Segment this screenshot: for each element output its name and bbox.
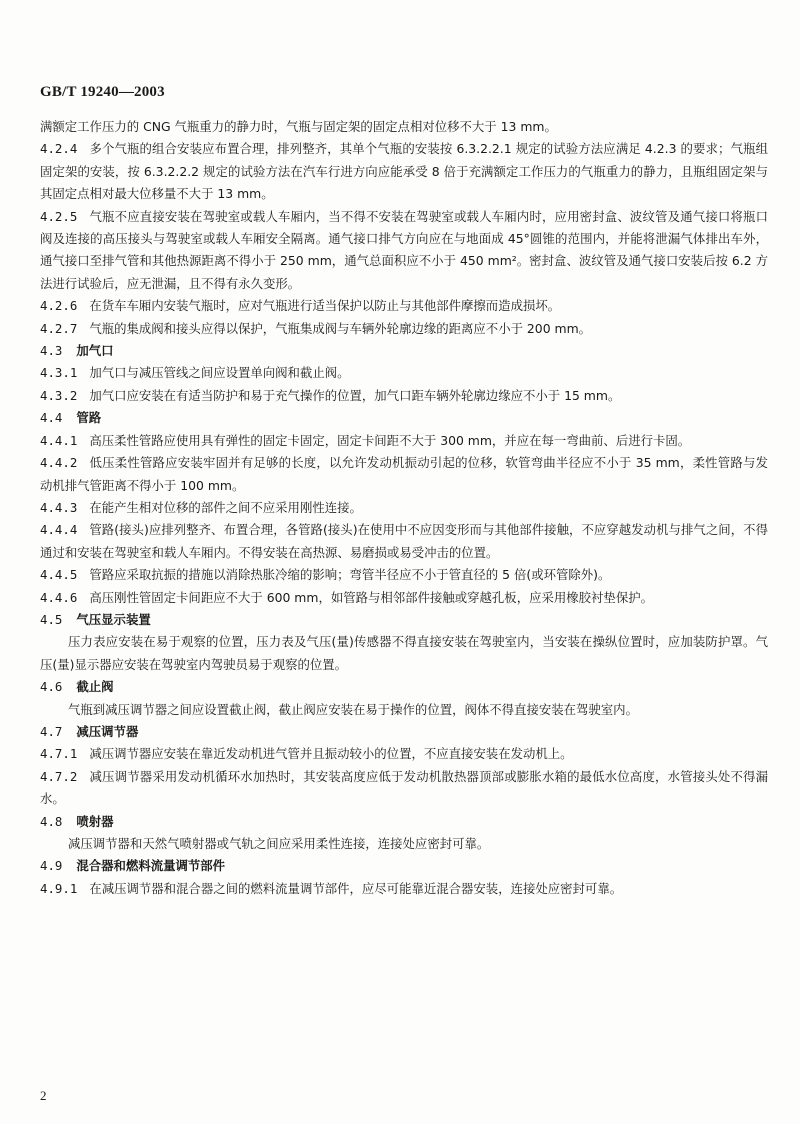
clause-number: 4.7 [40,723,63,739]
clause-paragraph [40,430,768,452]
section-heading [40,340,768,362]
clause-number: 4.6 [40,679,63,695]
clause-text: 高压柔性管路应使用具有弹性的固定卡固定，固定卡间距不大于 300 mm，并应在每一弯曲前、后进行卡固。 [89,432,691,448]
clause-text: 气瓶不应直接安装在驾驶室或载人车厢内，当不得不安装在驾驶室或载人车厢内时，应用密封盒、波纹管及通气接口将瓶口阀及连接的高压接头与驾驶室或载人车厢安全隔离。通气接口排气方向应在与地面成 45°圆锥的范围内，并能将泄漏气体排出车外，通气接口至排气管和其他热源距离不得小于 250 mm，通气总面积应不小于 450 mm²。密封盒、波纹管及通气接口安装后按 6.2 方法进行试验后，应无泄漏，且不得有永久变形。 [40,208,768,291]
page-number: 2 [40,1088,47,1103]
clause-text: 混合器和燃料流量调节部件 [76,858,226,874]
clause-number: 4.3 [40,343,63,359]
clause-text: 加气口应安装在有适当防护和易于充气操作的位置，加气口距车辆外轮廓边缘应不小于 15 mm。 [89,387,621,403]
continuation-text: 满额定工作压力的 CNG 气瓶重力的静力时，气瓶与固定架的固定点相对位移不大于 13 mm。 [40,119,557,134]
clause-number: 4.2.4 [40,141,78,157]
clause-text: 压力表应安装在易于观察的位置，压力表及气压(量)传感器不得直接安装在驾驶室内，当安装在操纵位置时，应加装防护罩。气压(量)显示器应安装在驾驶室内驾驶员易于观察的位置。 [40,634,768,672]
clause-text: 在减压调节器和混合器之间的燃料流量调节部件，应尽可能靠近混合器安装，连接处应密封可靠。 [89,880,623,896]
section-heading [40,609,768,631]
clause-paragraph [40,138,768,205]
clause-number: 4.2.7 [40,320,78,336]
clause-text: 减压调节器应安装在靠近发动机进气管并且振动较小的位置，不应直接安装在发动机上。 [89,746,573,762]
clause-text: 气瓶的集成阀和接头应得以保护，气瓶集成阀与车辆外轮廓边缘的距离应不小于 200 mm。 [89,320,592,336]
clause-number: 4.5 [40,611,63,627]
clause-number: 4.3.1 [40,365,78,381]
clause-text: 减压调节器和天然气喷射器或气轨之间应采用柔性连接，连接处应密封可靠。 [68,836,490,851]
clause-number: 4.2.5 [40,208,78,224]
clause-paragraph [40,295,768,317]
clause-number: 4.9 [40,858,63,874]
section-heading [40,721,768,743]
clause-number: 4.4.6 [40,589,78,605]
clause-number: 4.9.1 [40,880,78,896]
clause-text: 加气口 [76,343,114,359]
section-heading [40,811,768,833]
clause-paragraph [40,318,768,340]
section-heading [40,855,768,877]
clause-text: 减压调节器采用发动机循环水加热时，其安装高度应低于发动机散热器顶部或膨胀水箱的最低水位高度，水管接头处不得漏水。 [40,768,768,807]
clause-text: 气瓶到减压调节器之间应设置截止阀，截止阀应安装在易于操作的位置，阀体不得直接安装在驾驶室内。 [68,701,638,717]
clause-paragraph [40,743,768,765]
clause-text: 在能产生相对位移的部件之间不应采用刚性连接。 [89,499,362,515]
clause-number: 4.3.2 [40,387,78,403]
clause-paragraph [40,452,768,497]
clause-text: 喷射器 [76,813,114,829]
clause-paragraph [40,564,768,586]
document-body [40,116,768,900]
clause-text: 加气口与减压管线之间应设置单向阀和截止阀。 [89,365,350,381]
clause-number: 4.4.3 [40,499,78,515]
clause-text: 减压调节器 [76,723,139,739]
clause-number: 4.4.2 [40,455,78,471]
clause-paragraph [40,385,768,407]
clause-text: 气压显示装置 [76,611,151,627]
clause-text: 截止阀 [76,679,114,695]
clause-paragraph [40,878,768,900]
clause-number: 4.4.1 [40,432,78,448]
clause-number: 4.8 [40,813,63,829]
section-heading [40,407,768,429]
clause-paragraph [40,362,768,384]
clause-number: 4.4 [40,410,63,426]
clause-text: 管路(接头)应排列整齐、布置合理，各管路(接头)在使用中不应因变形而与其他部件接触，不应穿越发动机与排气之间，不得通过和安装在驾驶室和载人车厢内。不得安装在高热源、易磨损或易受冲击的位置。 [40,522,768,560]
clause-paragraph [40,766,768,811]
standard-code-header: GB/T 19240—2003 [40,84,165,100]
clause-paragraph [40,519,768,564]
clause-text: 多个气瓶的组合安装应布置合理，排列整齐，其单个气瓶的安装按 6.3.2.2.1 规定的试验方法应满足 4.2.3 的要求；气瓶组固定架的安装，按 6.3.2.2.2 规定的试验方法在汽车行进方向应能承受 8 倍于充满额定工作压力的气瓶重力的静力，且瓶组固定架与其固定点相对最大位移量不大于 13 mm。 [40,141,768,202]
clause-text: 管路 [76,410,102,426]
clause-paragraph [40,497,768,519]
clause-number: 4.4.5 [40,567,78,583]
clause-text: 在货车车厢内安装气瓶时，应对气瓶进行适当保护以防止与其他部件摩擦而造成损坏。 [89,298,561,314]
section-paragraph [40,833,768,855]
section-heading [40,676,768,698]
clause-number: 4.2.6 [40,298,78,314]
clause-text: 管路应采取抗振的措施以消除热胀冷缩的影响；弯管半径应不小于管直径的 5 倍(或环管除外)。 [89,567,611,583]
clause-text: 低压柔性管路应安装牢固并有足够的长度，以允许发动机振动引起的位移，软管弯曲半径应不小于 35 mm，柔性管路与发动机排气管距离不得小于 100 mm。 [40,455,768,493]
clause-text: 高压刚性管固定卡间距应不大于 600 mm，如管路与相邻部件接触或穿越孔板，应采用橡胶衬垫保护。 [89,589,653,605]
section-paragraph [40,631,768,676]
clause-number: 4.7.2 [40,768,78,784]
sections-container [40,138,768,900]
clause-paragraph [40,587,768,609]
clause-paragraph [40,206,768,296]
section-paragraph [40,699,768,721]
clause-number: 4.4.4 [40,522,78,538]
clause-number: 4.7.1 [40,746,78,762]
